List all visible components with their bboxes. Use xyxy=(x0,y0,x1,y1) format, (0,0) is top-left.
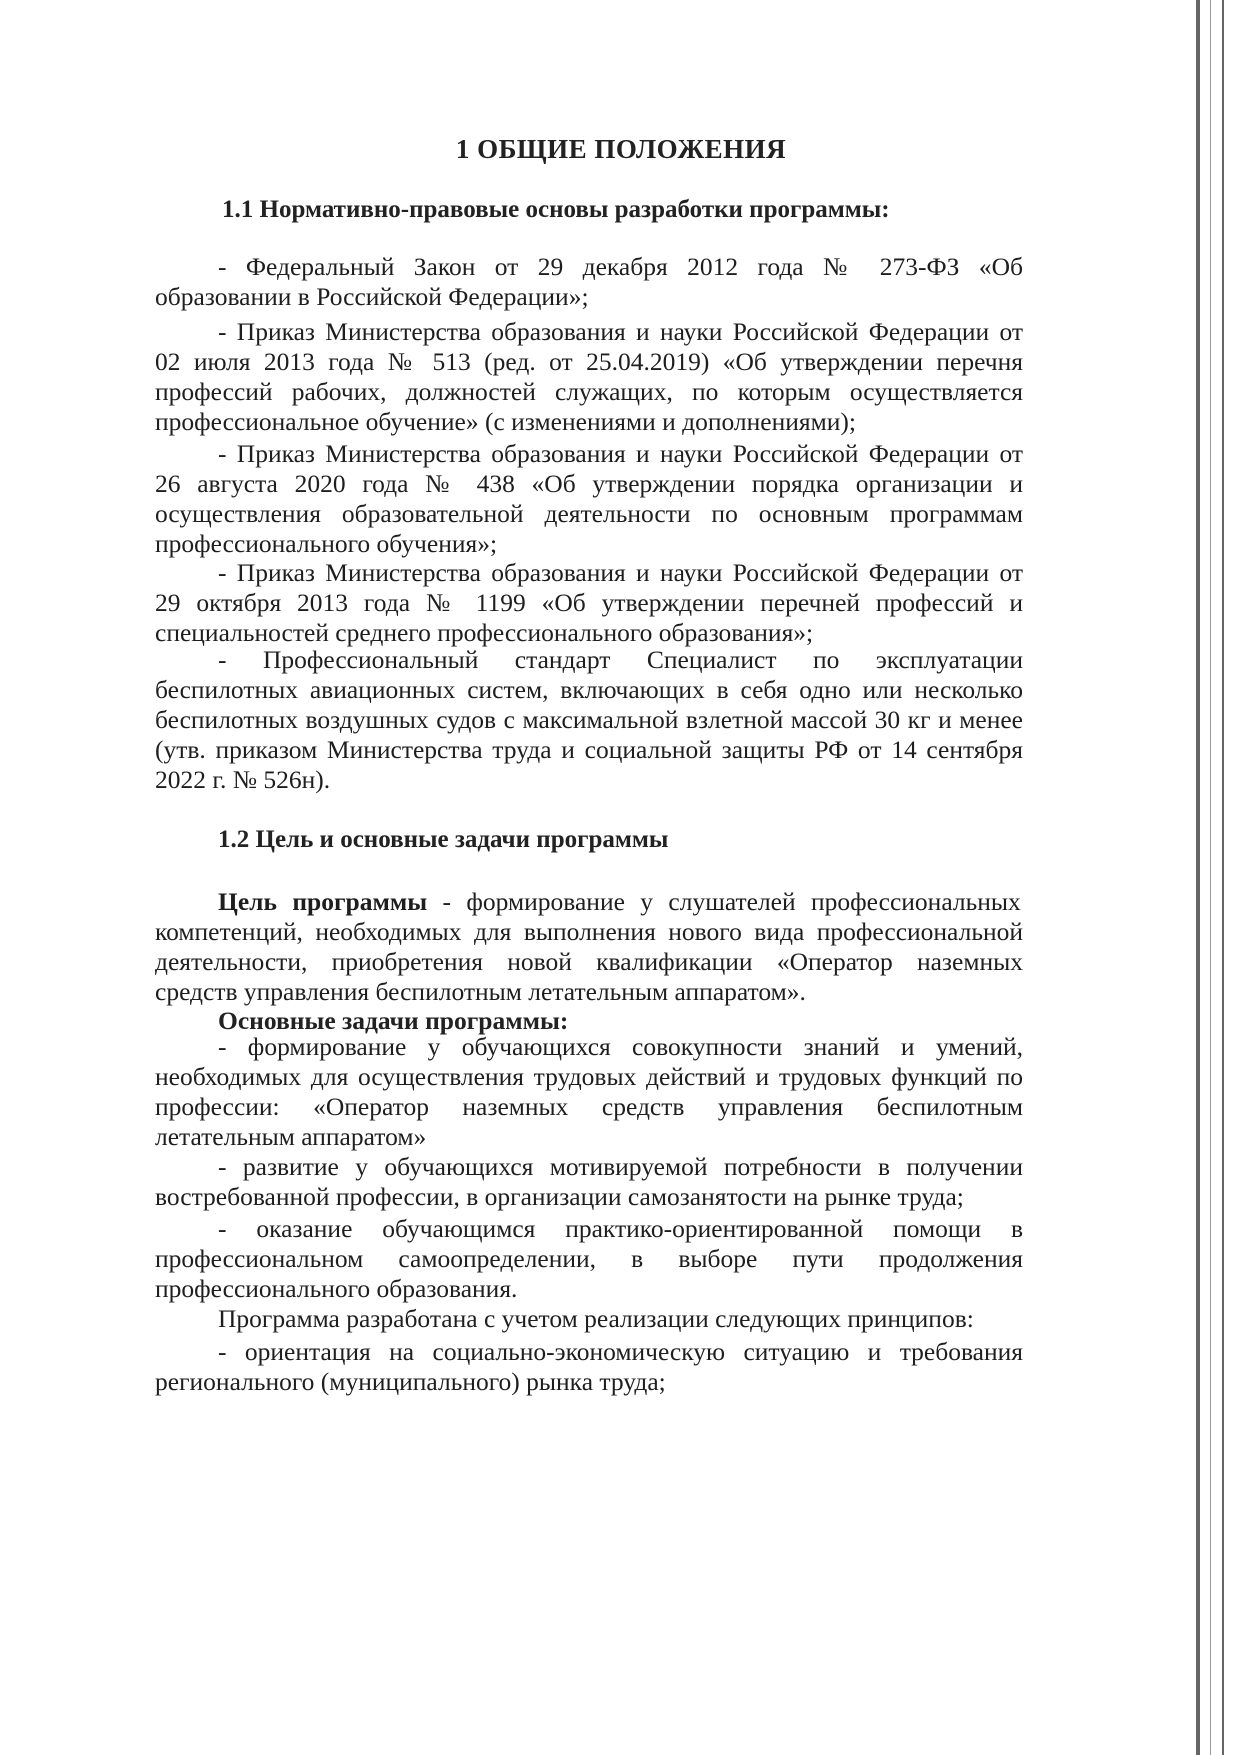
text-line: специальностей среднего профессионального образования»; xyxy=(155,618,814,647)
text-line: профессионального образования. xyxy=(155,1274,518,1303)
text-line: профессиональном самоопределении, в выборе пути продолжения xyxy=(155,1244,1023,1273)
text-line: - формирование у обучающихся совокупности знаний и умений, xyxy=(218,1032,1023,1061)
section-heading-1-1: 1.1 Нормативно-правовые основы разработки программы: xyxy=(222,196,890,223)
bold-term: Цель программы xyxy=(218,887,428,916)
paragraph-order-438 xyxy=(155,439,1023,559)
text-line: 29 октября 2013 года № 1199 «Об утверждении перечней профессий и xyxy=(155,588,1023,617)
text-line: - Профессиональный стандарт Специалист по эксплуатации xyxy=(218,645,1023,674)
text-span: - формирование у слушателей профессиональных xyxy=(427,887,1021,916)
scan-edge-line xyxy=(1222,0,1224,1755)
text-line: 02 июля 2013 года № 513 (ред. от 25.04.2019) «Об утверждении перечня xyxy=(155,347,1023,376)
paragraph-order-1199 xyxy=(155,558,1023,648)
text-line: регионального (муниципального) рынка труда; xyxy=(155,1367,666,1396)
paragraph-goal xyxy=(155,887,1023,1007)
text-line: профессиональное обучение» (с изменениями и дополнениями); xyxy=(155,407,857,436)
text-line: летательным аппаратом» xyxy=(155,1122,427,1151)
text-line: (утв. приказом Министерства труда и социальной защиты РФ от 14 сентября xyxy=(155,735,1023,764)
text-line: компетенций, необходимых для выполнения нового вида профессиональной xyxy=(155,917,1023,946)
paragraph-law-273 xyxy=(155,252,1023,312)
paragraph-principle-1 xyxy=(155,1337,1023,1397)
section-heading-1-2: 1.2 Цель и основные задачи программы xyxy=(218,826,669,853)
text-line: осуществления образовательной деятельности по основным программам xyxy=(155,499,1023,528)
paragraph-task-2 xyxy=(155,1152,1023,1212)
text-line: - ориентация на социально-экономическую ситуацию и требования xyxy=(218,1337,1023,1366)
text-line: - Федеральный Закон от 29 декабря 2012 года № 273-ФЗ «Об xyxy=(218,252,1023,281)
text-line: образовании в Российской Федерации»; xyxy=(155,282,589,311)
paragraph-principles-intro xyxy=(155,1304,1023,1334)
paragraph-prof-standard xyxy=(155,645,1023,795)
text-line: - оказание обучающимся практико-ориентированной помощи в xyxy=(218,1214,1023,1243)
text-line: средств управления беспилотным летательным аппаратом». xyxy=(155,977,806,1006)
text-line: профессионального обучения»; xyxy=(155,529,498,558)
text-line: беспилотных воздушных судов с максимальной взлетной массой 30 кг и менее xyxy=(155,705,1023,734)
text-line: - Приказ Министерства образования и науки Российской Федерации от xyxy=(218,558,1023,587)
scan-edge-line xyxy=(1196,0,1200,1755)
paragraph-task-3 xyxy=(155,1214,1023,1304)
text-line: профессий рабочих, должностей служащих, по которым осуществляется xyxy=(155,377,1023,406)
text-line: востребованной профессии, в организации самозанятости на рынке труда; xyxy=(155,1182,964,1211)
text-line: - Приказ Министерства образования и науки Российской Федерации от xyxy=(218,317,1023,346)
page-title: 1 ОБЩИЕ ПОЛОЖЕНИЯ xyxy=(455,134,787,164)
scan-edge-line xyxy=(1210,0,1211,1755)
text-line: профессии: «Оператор наземных средств управления беспилотным xyxy=(155,1092,1023,1121)
text-line: 2022 г. № 526н). xyxy=(155,765,331,794)
text-line xyxy=(155,887,1023,917)
paragraph-order-513 xyxy=(155,317,1023,437)
text-line: необходимых для осуществления трудовых действий и трудовых функций по xyxy=(155,1062,1023,1091)
text-line: беспилотных авиационных систем, включающих в себя одно или несколько xyxy=(155,675,1023,704)
text-line: Программа разработана с учетом реализации следующих принципов: xyxy=(218,1304,974,1333)
text-line: - Приказ Министерства образования и науки Российской Федерации от xyxy=(218,439,1023,468)
text-line: - развитие у обучающихся мотивируемой потребности в получении xyxy=(218,1152,1023,1181)
tasks-heading: Основные задачи программы: xyxy=(218,1006,569,1035)
text-line: 26 августа 2020 года № 438 «Об утверждении порядка организации и xyxy=(155,469,1023,498)
paragraph-task-1 xyxy=(155,1032,1023,1152)
text-line: деятельности, приобретения новой квалификации «Оператор наземных xyxy=(155,947,1023,976)
